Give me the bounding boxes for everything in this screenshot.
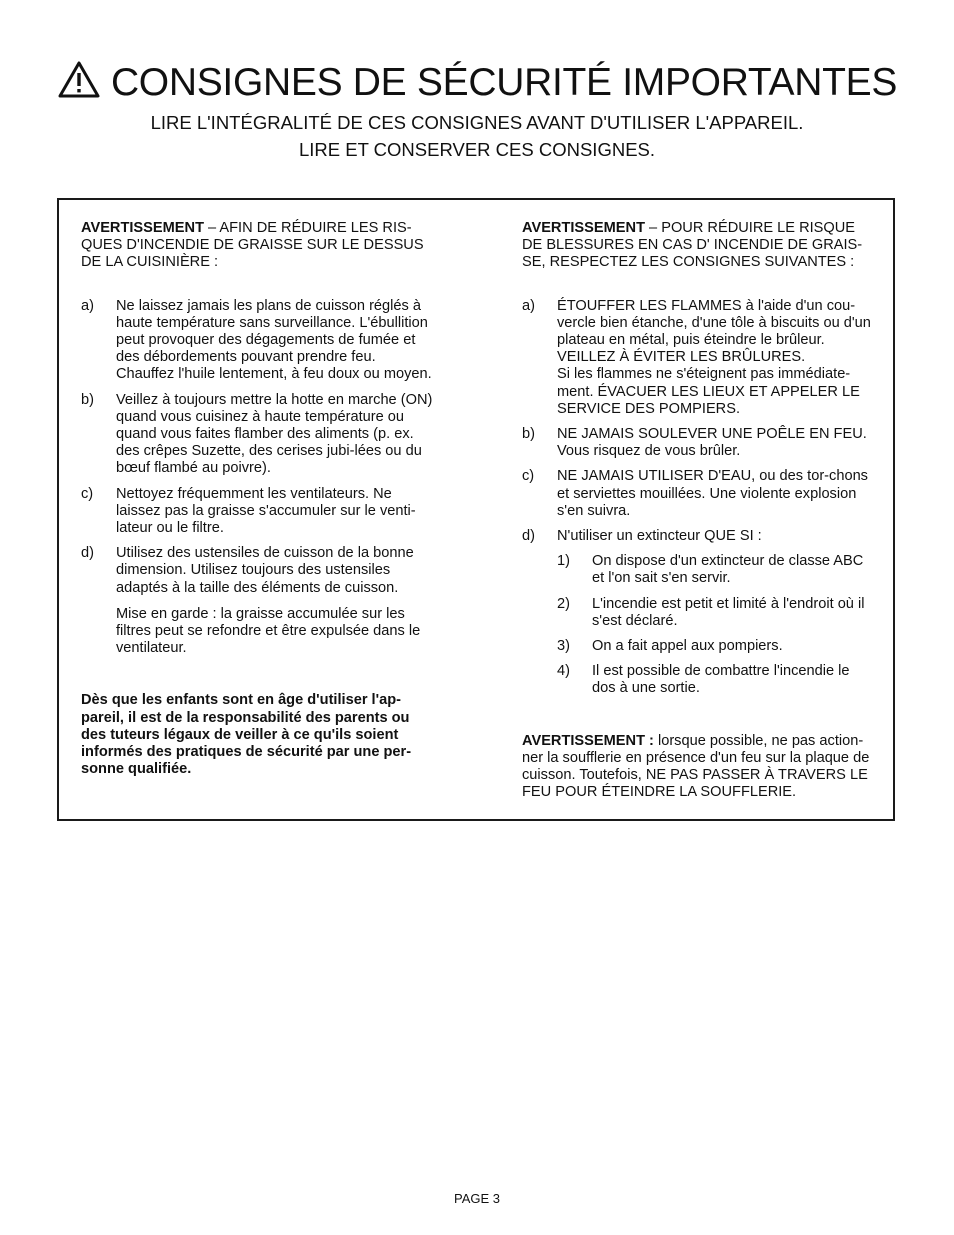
right-item-d bbox=[522, 528, 877, 698]
item-text: Nettoyez fréquemment les ventilateurs. Ne laissez pas la graisse s'accumuler sur le venti-lateur ou le filtre. bbox=[116, 485, 416, 537]
children-safety-paragraph: Dès que les enfants sont en âge d'utiliser l'ap-pareil, il est de la responsabilité des parents ou des tuteurs légaux de veiller à ce qu'ils soient informés des pratiques de sécurité par une per-sonne qualifiée. bbox=[81, 692, 412, 778]
subitem-1 bbox=[557, 553, 877, 587]
item-text: NE JAMAIS UTILISER D'EAU, ou des tor-chons et serviettes mouillées. Une violente explosion s'en suivra. bbox=[557, 468, 868, 519]
right-item-c bbox=[522, 468, 877, 520]
subitem-marker: 4) bbox=[557, 663, 570, 680]
subitem-3 bbox=[557, 638, 877, 655]
item-marker: c) bbox=[81, 485, 94, 502]
subitem-text: On dispose d'un extincteur de classe ABC et l'on sait s'en servir. bbox=[592, 553, 864, 587]
left-warning-intro bbox=[81, 220, 436, 272]
blower-warning-text: lorsque possible, ne pas action-ner la soufflerie en présence d'un feu sur la plaque de cuisson. Toutefois, NE PAS PASSER À TRAVERS LE FEU POUR ÉTEINDRE LA SOUFFLERIE. bbox=[522, 732, 870, 801]
item-text: Ne laissez jamais les plans de cuisson réglés à haute température sans surveillance. L'ébullition peut provoquer des dégagements de fumée et des débordements pouvant prendre feu. Chauffez l'huile lentement, à feu doux ou moyen. bbox=[116, 297, 432, 383]
right-item-a bbox=[522, 298, 877, 418]
item-marker: b) bbox=[522, 426, 535, 443]
subitem-text: L'incendie est petit et limité à l'endroit où il s'est déclaré. bbox=[592, 595, 865, 629]
left-item-b bbox=[81, 392, 436, 478]
subitem-text: Il est possible de combattre l'incendie le dos à une sortie. bbox=[592, 663, 850, 697]
page-header bbox=[0, 58, 954, 162]
item-text-main: N'utiliser un extincteur QUE SI : bbox=[557, 528, 762, 545]
right-column bbox=[522, 220, 877, 801]
left-warning-label: AVERTISSEMENT bbox=[81, 220, 204, 236]
subtitle-line-2: LIRE ET CONSERVER CES CONSIGNES. bbox=[298, 139, 656, 160]
left-item-c bbox=[81, 486, 436, 538]
item-text bbox=[557, 528, 877, 698]
blower-warning-paragraph bbox=[522, 733, 877, 802]
item-marker: b) bbox=[81, 391, 94, 408]
left-column bbox=[81, 220, 436, 778]
safety-instructions-box bbox=[57, 198, 895, 821]
subitem-marker: 2) bbox=[557, 595, 570, 612]
item-text-part-1: ÉTOUFFER LES FLAMMES à l'aide d'un cou-vercle bien étanche, d'une tôle à biscuits ou d'un plateau en métal, puis éteindre le brûleur. VEILLEZ À ÉVITER LES BRÛLURES. bbox=[557, 297, 871, 366]
subitem-text: On a fait appel aux pompiers. bbox=[592, 638, 783, 655]
subitem-2 bbox=[557, 596, 877, 630]
right-item-b bbox=[522, 426, 877, 460]
right-warning-label: AVERTISSEMENT bbox=[522, 220, 645, 236]
item-text-part-2: Si les flammes ne s'éteignent pas immédiate-ment. ÉVACUER LES LIEUX ET APPELER LE SERVICE DES POMPIERS. bbox=[557, 366, 860, 417]
item-text: Utilisez des ustensiles de cuisson de la bonne dimension. Utilisez toujours des ustensiles adaptés à la taille des éléments de cuisson. bbox=[116, 545, 414, 596]
subitem-marker: 1) bbox=[557, 553, 570, 570]
item-marker: c) bbox=[522, 468, 535, 485]
left-item-a bbox=[81, 298, 436, 384]
subtitle-line-1: LIRE L'INTÉGRALITÉ DE CES CONSIGNES AVANT D'UTILISER L'APPAREIL. bbox=[150, 112, 804, 133]
item-marker: d) bbox=[522, 528, 535, 545]
page-number: PAGE 3 bbox=[453, 1191, 500, 1206]
item-marker: a) bbox=[81, 297, 94, 314]
item-text bbox=[557, 298, 877, 418]
item-text: NE JAMAIS SOULEVER UNE POÊLE EN FEU. Vous risquez de vous brûler. bbox=[557, 426, 867, 460]
caution-note: Mise en garde : la graisse accumulée sur les filtres peut se refondre et être expulsée dans le ventilateur. bbox=[116, 605, 421, 657]
subitem-marker: 3) bbox=[557, 638, 570, 655]
title-row bbox=[0, 58, 954, 108]
page-title: CONSIGNES DE SÉCURITÉ IMPORTANTES bbox=[110, 61, 898, 104]
item-text: Veillez à toujours mettre la hotte en marche (ON) quand vous cuisinez à haute température ou quand vous faites flamber des aliments (p. ex. des crêpes Suzette, des cerises jubi-lées ou du bœuf flambé au poivre). bbox=[116, 391, 433, 477]
item-marker: d) bbox=[81, 545, 94, 562]
warning-triangle-icon bbox=[57, 60, 101, 100]
item-marker: a) bbox=[522, 297, 535, 314]
blower-warning-label: AVERTISSEMENT : bbox=[522, 732, 654, 749]
subitem-4 bbox=[557, 663, 877, 697]
left-item-d bbox=[81, 545, 436, 597]
right-warning-text: – POUR RÉDUIRE LE RISQUE DE BLESSURES EN CAS D' INCENDIE DE GRAIS-SE, RESPECTEZ LES CONSIGNES SUIVANTES : bbox=[522, 220, 863, 271]
right-warning-intro bbox=[522, 220, 877, 272]
left-warning-text: – AFIN DE RÉDUIRE LES RIS-QUES D'INCENDIE DE GRAISSE SUR LE DESSUS DE LA CUISINIÈRE : bbox=[81, 220, 424, 271]
